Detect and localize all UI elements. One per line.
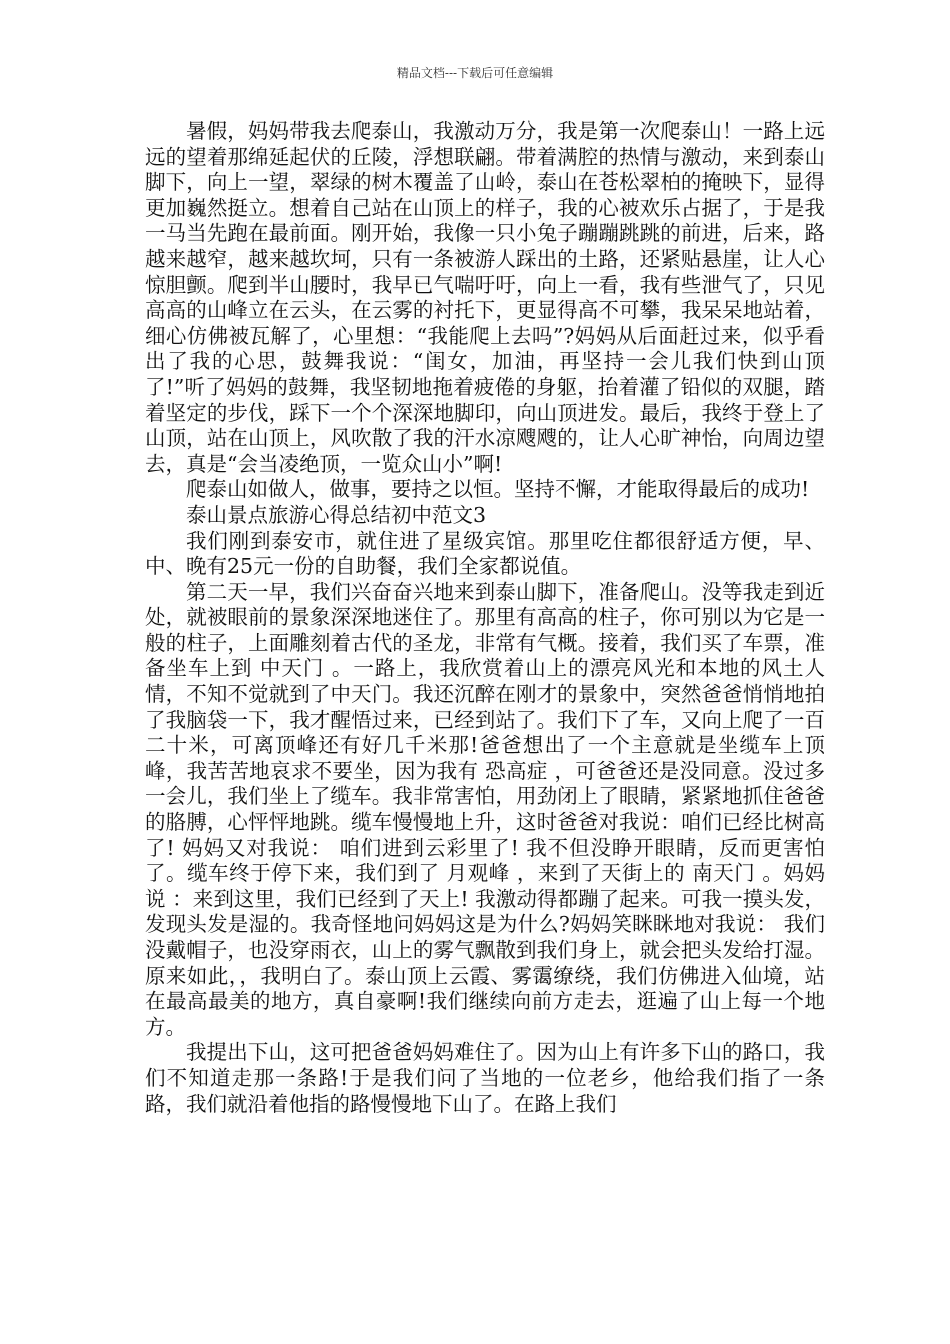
paragraph-second-day: 第二天一早，我们兴奋奋兴地来到泰山脚下，准备爬山。没等我走到近处，就被眼前的景象深深地迷住了。那里有高高的柱子，你可别以为它是一般的柱子，上面雕刻着古代的圣龙，非常有气概。接着，我们买了车票，准备坐车上到 中天门 。一路上，我欣赏着山上的漂亮风光和本地的风土人情，不知不觉就到了中天门。我还沉醉在刚才的景象中，突然爸爸悄悄地拍了我脑袋一下，我才醒悟过来，已经到站了。我们下了车，又向上爬了一百二十米，可离顶峰还有好几千米那!爸爸想出了一个主意就是坐缆车上顶峰，我苦苦地哀求不要坐，因为我有 恐高症 ，可爸爸还是没同意。没过多一会儿，我们坐上了缆车。我非常害怕，用劲闭上了眼睛，紧紧地抓住爸爸的胳膊，心怦怦地跳。缆车慢慢地上升，这时爸爸对我说：咱们已经比树高了! 妈妈又对我说： 咱们进到云彩里了! 我不但没睁开眼睛，反而更害怕了。缆车终于停下来，我们到了 月观峰 ，来到了天街上的 南天门 。妈妈说 ：来到这里，我们已经到了天上! 我激动得都蹦了起来。可我一摸头发，发现头发是湿的。我奇怪地问妈妈这是为什么?妈妈笑眯眯地对我说： 我们没戴帽子，也没穿雨衣，山上的雾气飘散到我们身上，就会把头发给打湿。 原来如此，，我明白了。泰山顶上云霞、雾霭缭绕，我们仿佛进入仙境，站在最高最美的地方，真自豪啊!我们继续向前方走去，逛遍了山上每一个地方。 [145,579,825,1039]
document-body [145,119,825,1117]
paragraph-hotel: 我们刚到泰安市，就住进了星级宾馆。那里吃住都很舒适方便，早、中、晚有25元一份的自助餐，我们全家都说值。 [145,528,825,579]
paragraph-descent: 我提出下山，这可把爸爸妈妈难住了。因为山上有许多下山的路口，我们不知道走那一条路!于是我们问了当地的一位老乡，他给我们指了一条路，我们就沿着他指的路慢慢地下山了。在路上我们 [145,1040,825,1116]
paragraph-conclusion: 爬泰山如做人，做事，要持之以恒。坚持不懈，才能取得最后的成功! [186,477,810,502]
page-header: 精品文档---下载后可任意编辑 [396,66,554,80]
paragraph-climbing-story: 暑假，妈妈带我去爬泰山，我激动万分，我是第一次爬泰山！一路上远远的望着那绵延起伏的丘陵，浮想联翩。带着满腔的热情与激动，来到泰山脚下，向上一望，翠绿的树木覆盖了山岭，泰山在苍松翠柏的掩映下，显得更加巍然挺立。想着自己站在山顶上的样子，我的心被欢乐占据了，于是我一马当先跑在最前面。刚开始，我像一只小兔子蹦蹦跳跳的前进，后来，路越来越窄，越来越坎坷，只有一条被游人踩出的土路，还紧贴悬崖，让人心惊胆颤。爬到半山腰时，我早已气喘吁吁，向上一看，我有些泄气了，只见高高的山峰立在云头，在云雾的衬托下，更显得高不可攀，我呆呆地站着，细心仿佛被瓦解了，心里想：“我能爬上去吗”?妈妈从后面赶过来，似乎看出了我的心思，鼓舞我说：“闺女，加油，再坚持一会儿我们快到山顶了!”听了妈妈的鼓舞，我坚韧地拖着疲倦的身躯，抬着灌了铅似的双腿，踏着坚定的步伐，踩下一个个深深地脚印，向山顶进发。最后，我终于登上了山顶，站在山顶上，风吹散了我的汗水凉飕飕的，让人心旷神怡，向周边望去，真是“会当凌绝顶，一览众山小”啊! [145,119,825,476]
section-heading: 泰山景点旅游心得总结初中范文3 [186,502,487,527]
